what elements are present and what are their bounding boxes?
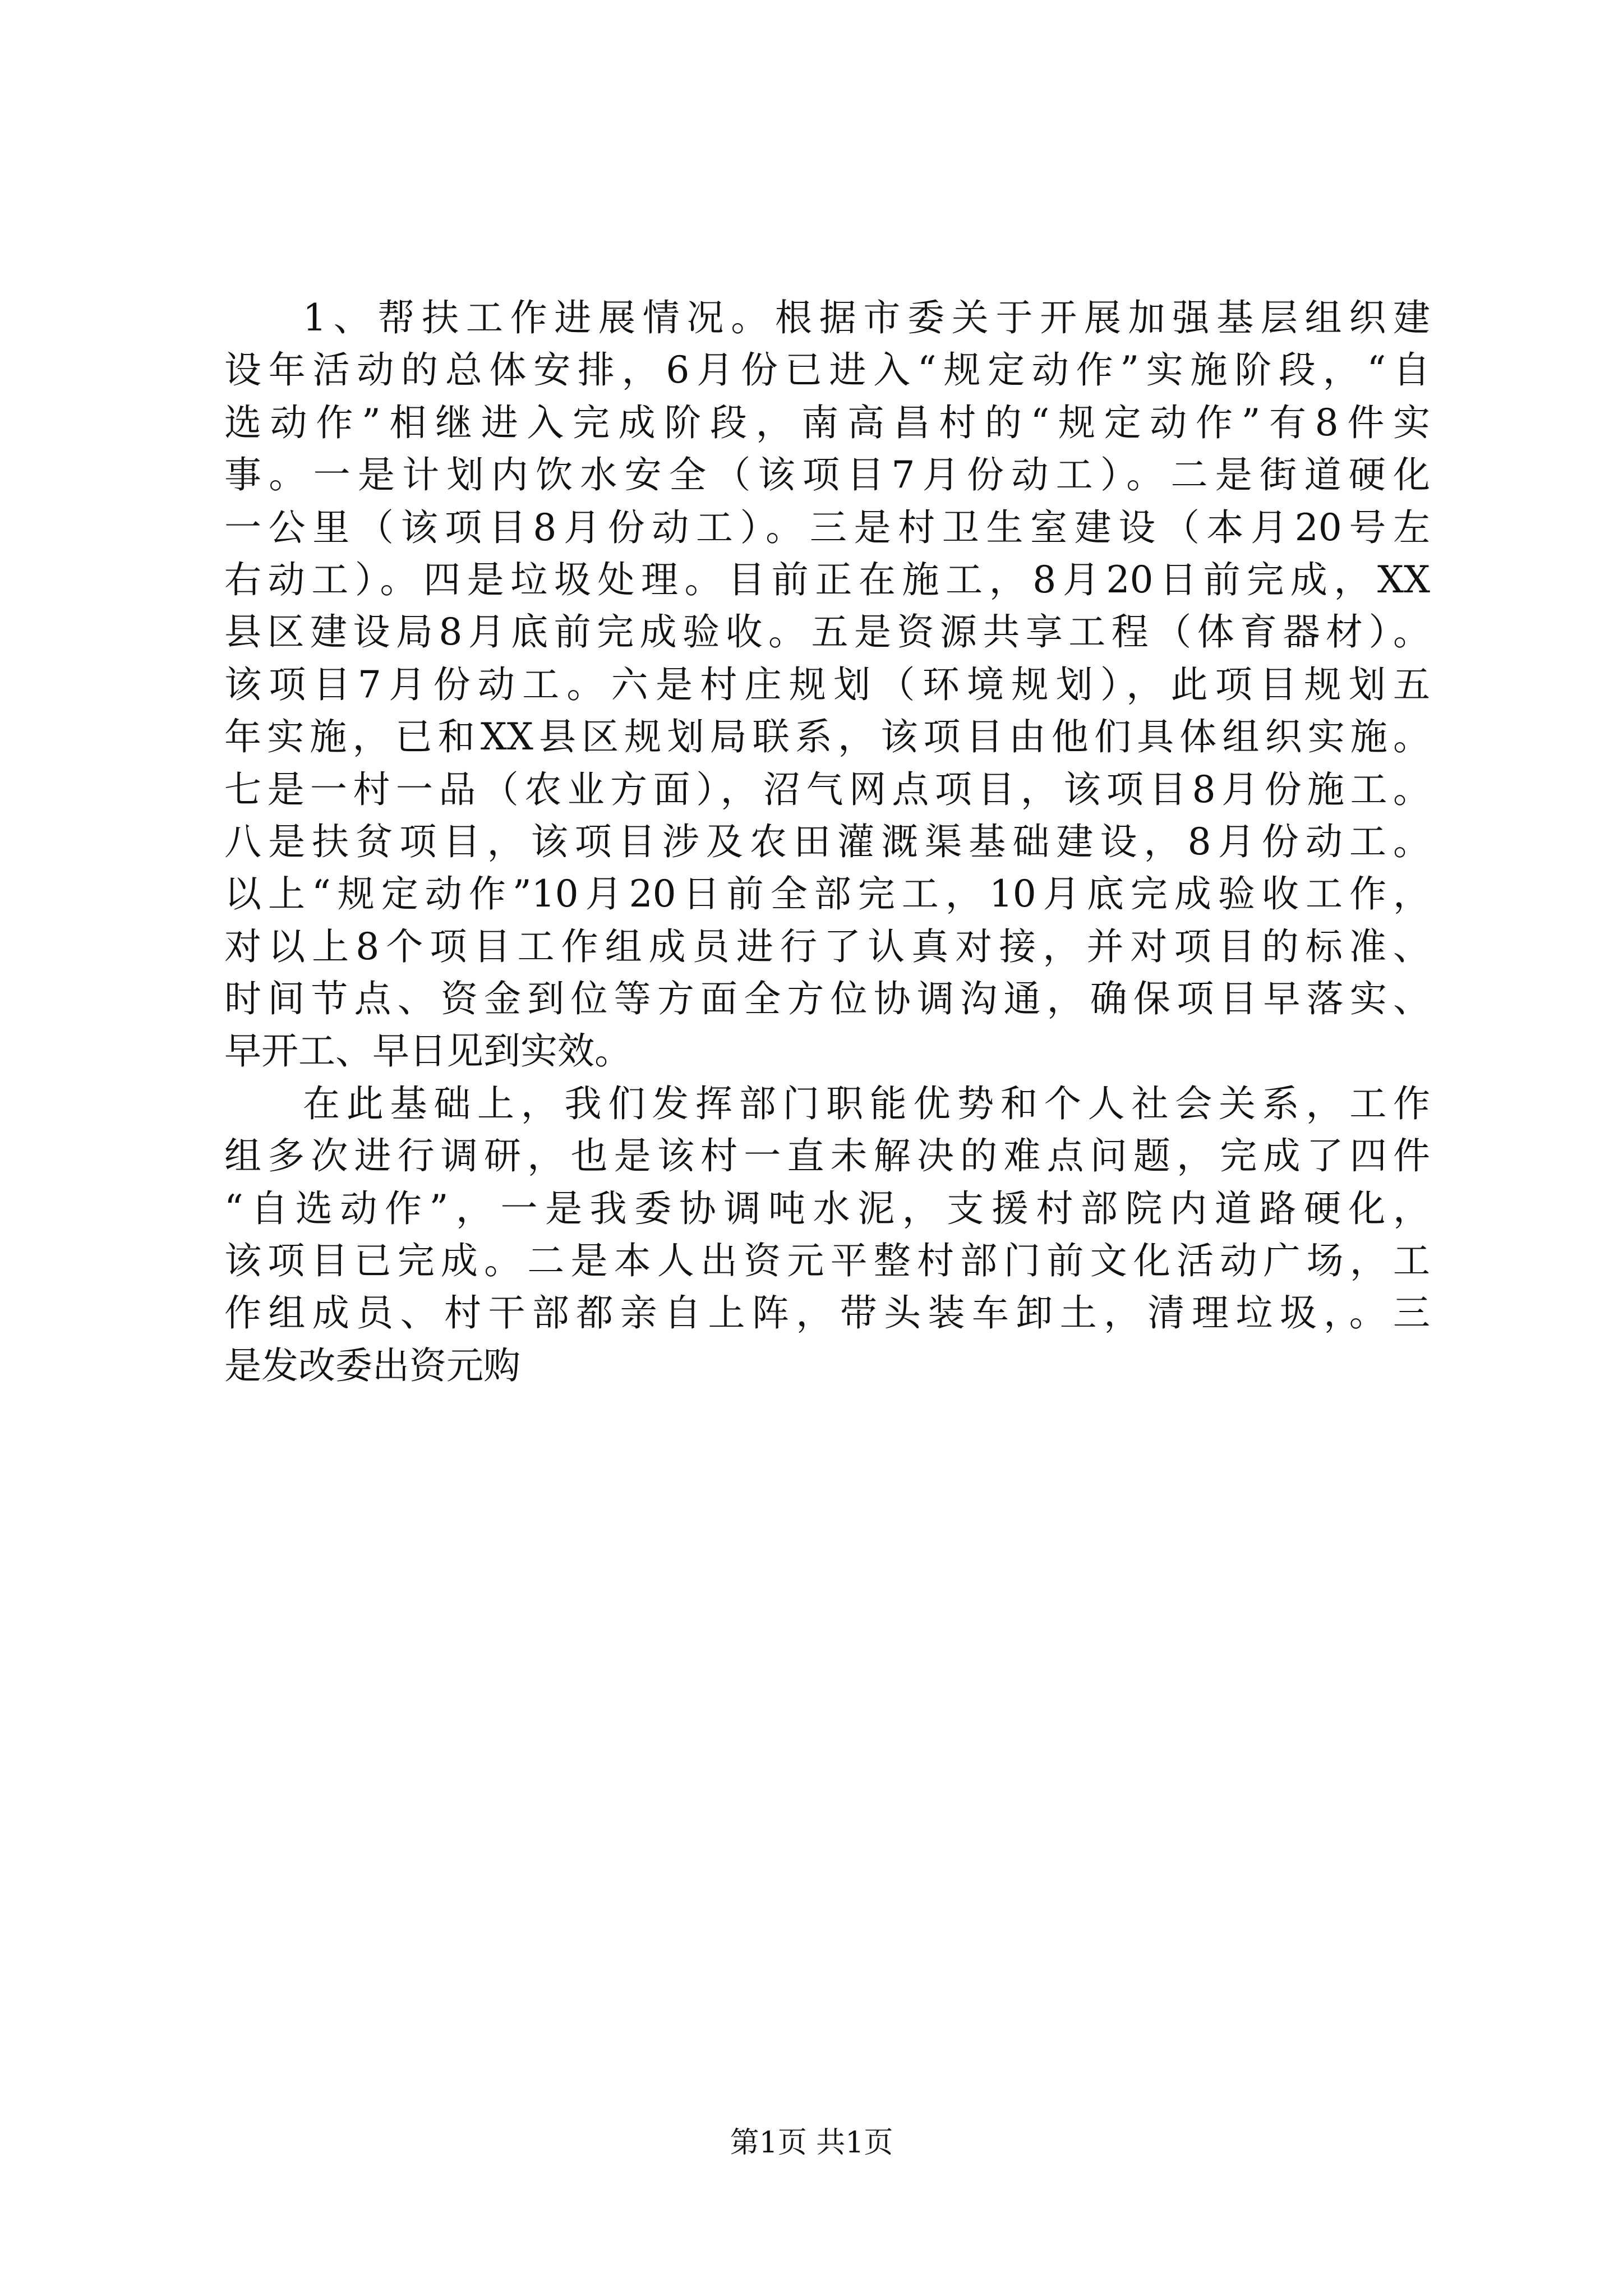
text-line: 该项目已完成。二是本人出资元平整村部门前文化活动广场，工 [224, 1239, 1430, 1283]
document-body [224, 292, 1430, 1392]
page-number-label: 第1页 共1页 [730, 2126, 893, 2160]
text-line: 选动作”相继进入完成阶段，南高昌村的“规定动作”有8件实 [224, 401, 1430, 444]
text-line: 1、帮扶工作进展情况。根据市委关于开展加强基层组织建 [303, 296, 1430, 339]
text-line: 早开工、早日见到实效。 [224, 1029, 631, 1073]
page-footer [0, 2126, 1623, 2160]
text-line: 是发改委出资元购 [224, 1343, 520, 1387]
text-line: 八是扶贫项目，该项目涉及农田灌溉渠基础建设，8月份动工。 [224, 820, 1430, 863]
text-line: 对以上8个项目工作组成员进行了认真对接，并对项目的标准、 [224, 924, 1430, 968]
paragraph-1 [224, 292, 1430, 1078]
paragraph-2 [224, 1078, 1430, 1392]
text-line: 组多次进行调研，也是该村一直未解决的难点问题，完成了四件 [224, 1134, 1430, 1178]
text-line: 设年活动的总体安排，6月份已进入“规定动作”实施阶段，“自 [224, 348, 1430, 392]
text-line: 七是一村一品（农业方面），沼气网点项目，该项目8月份施工。 [224, 767, 1430, 811]
text-line: 以上“规定动作”10月20日前全部完工，10月底完成验收工作， [224, 872, 1430, 916]
text-line: 一公里（该项目8月份动工）。三是村卫生室建设（本月20号左 [224, 505, 1430, 549]
text-line: 该项目7月份动工。六是村庄规划（环境规划），此项目规划五 [224, 662, 1430, 706]
text-line: 县区建设局8月底前完成验收。五是资源共享工程（体育器材）。 [224, 610, 1430, 654]
text-line: 作组成员、村干部都亲自上阵，带头装车卸土，清理垃圾，。三 [224, 1291, 1430, 1335]
text-line: 事。一是计划内饮水安全（该项目7月份动工）。二是街道硬化 [224, 453, 1430, 497]
text-line: 在此基础上，我们发挥部门职能优势和个人社会关系，工作 [303, 1082, 1430, 1125]
text-line: 时间节点、资金到位等方面全方位协调沟通，确保项目早落实、 [224, 977, 1430, 1021]
text-line: “自选动作”，一是我委协调吨水泥，支援村部院内道路硬化， [224, 1186, 1430, 1230]
text-line: 右动工）。四是垃圾处理。目前正在施工，8月20日前完成，XX [224, 558, 1430, 601]
text-line: 年实施，已和XX县区规划局联系，该项目由他们具体组织实施。 [224, 715, 1430, 759]
